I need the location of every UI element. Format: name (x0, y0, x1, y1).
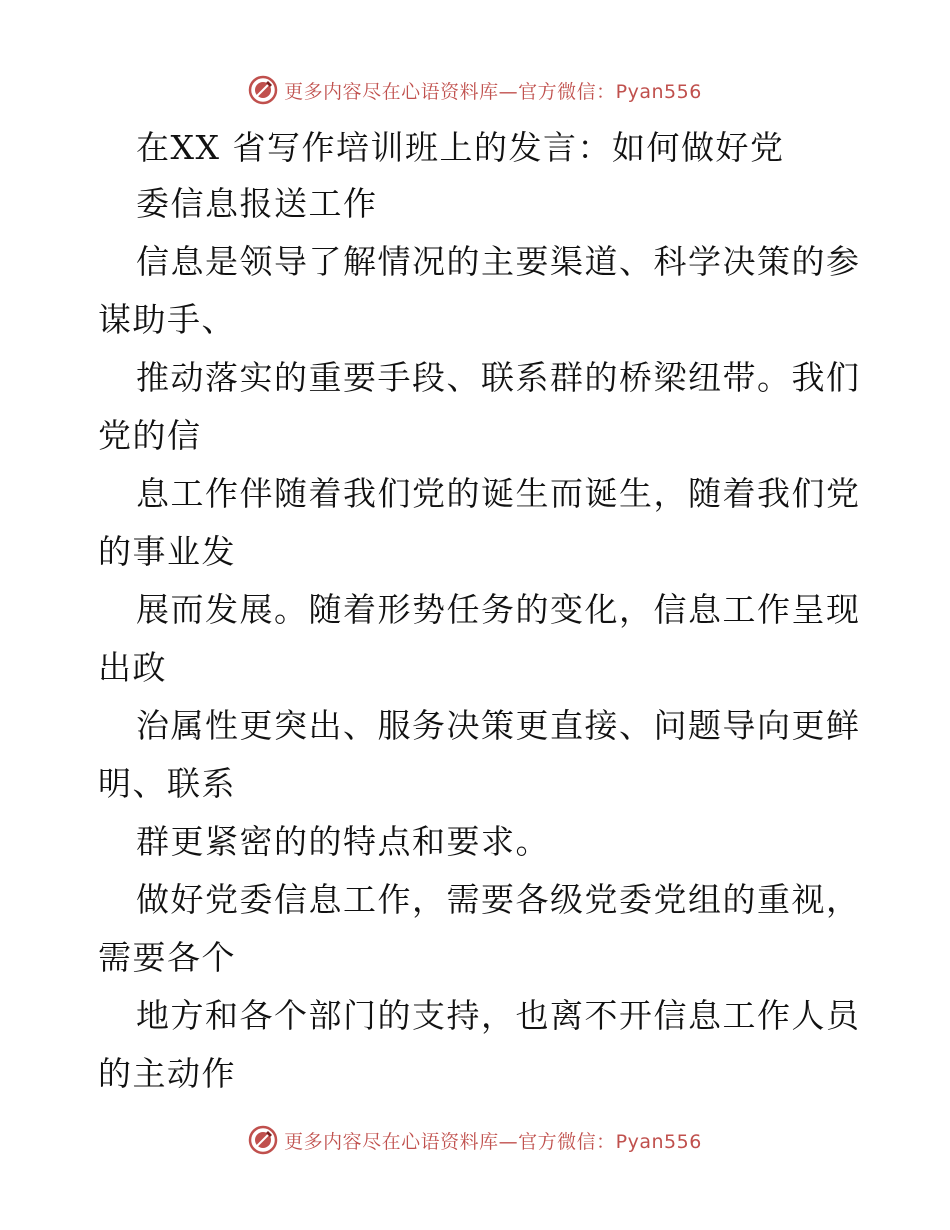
title-line-2: 委信息报送工作 (136, 184, 378, 223)
footer-banner-text: 更多内容尽在心语资料库—官方微信：Pyan556 (284, 1130, 702, 1153)
paragraph-line: 展而发展。随着形势任务的变化，信息工作呈现 (136, 590, 861, 629)
paragraph-line: 谋助手、 (98, 300, 236, 339)
paragraph-line: 需要各个 (98, 938, 236, 977)
paragraph-line: 做好党委信息工作，需要各级党委党组的重视， (136, 880, 861, 919)
title-line-1: 在XX 省写作培训班上的发言：如何做好党 (136, 128, 785, 167)
paragraph-line: 推动落实的重要手段、联系群的桥梁纽带。我们 (136, 358, 861, 397)
red-seal-logo-icon (248, 75, 278, 105)
paragraph-line: 息工作伴随着我们党的诞生而诞生，随着我们党 (136, 474, 861, 513)
paragraph-line: 党的信 (98, 416, 202, 455)
red-seal-logo-icon (248, 1125, 278, 1155)
paragraph-line: 信息是领导了解情况的主要渠道、科学决策的参 (136, 242, 861, 281)
header-banner (0, 70, 950, 110)
paragraph-line: 出政 (98, 648, 167, 687)
header-banner-text: 更多内容尽在心语资料库—官方微信：Pyan556 (284, 80, 702, 103)
paragraph-line: 治属性更突出、服务决策更直接、问题导向更鲜 (136, 706, 861, 745)
paragraph-line: 的事业发 (98, 532, 236, 571)
paragraph-line: 的主动作 (98, 1054, 236, 1093)
paragraph-line: 地方和各个部门的支持，也离不开信息工作人员 (136, 996, 861, 1035)
paragraph-line: 明、联系 (98, 764, 236, 803)
footer-banner (0, 1120, 950, 1160)
paragraph-line: 群更紧密的的特点和要求。 (136, 822, 550, 861)
